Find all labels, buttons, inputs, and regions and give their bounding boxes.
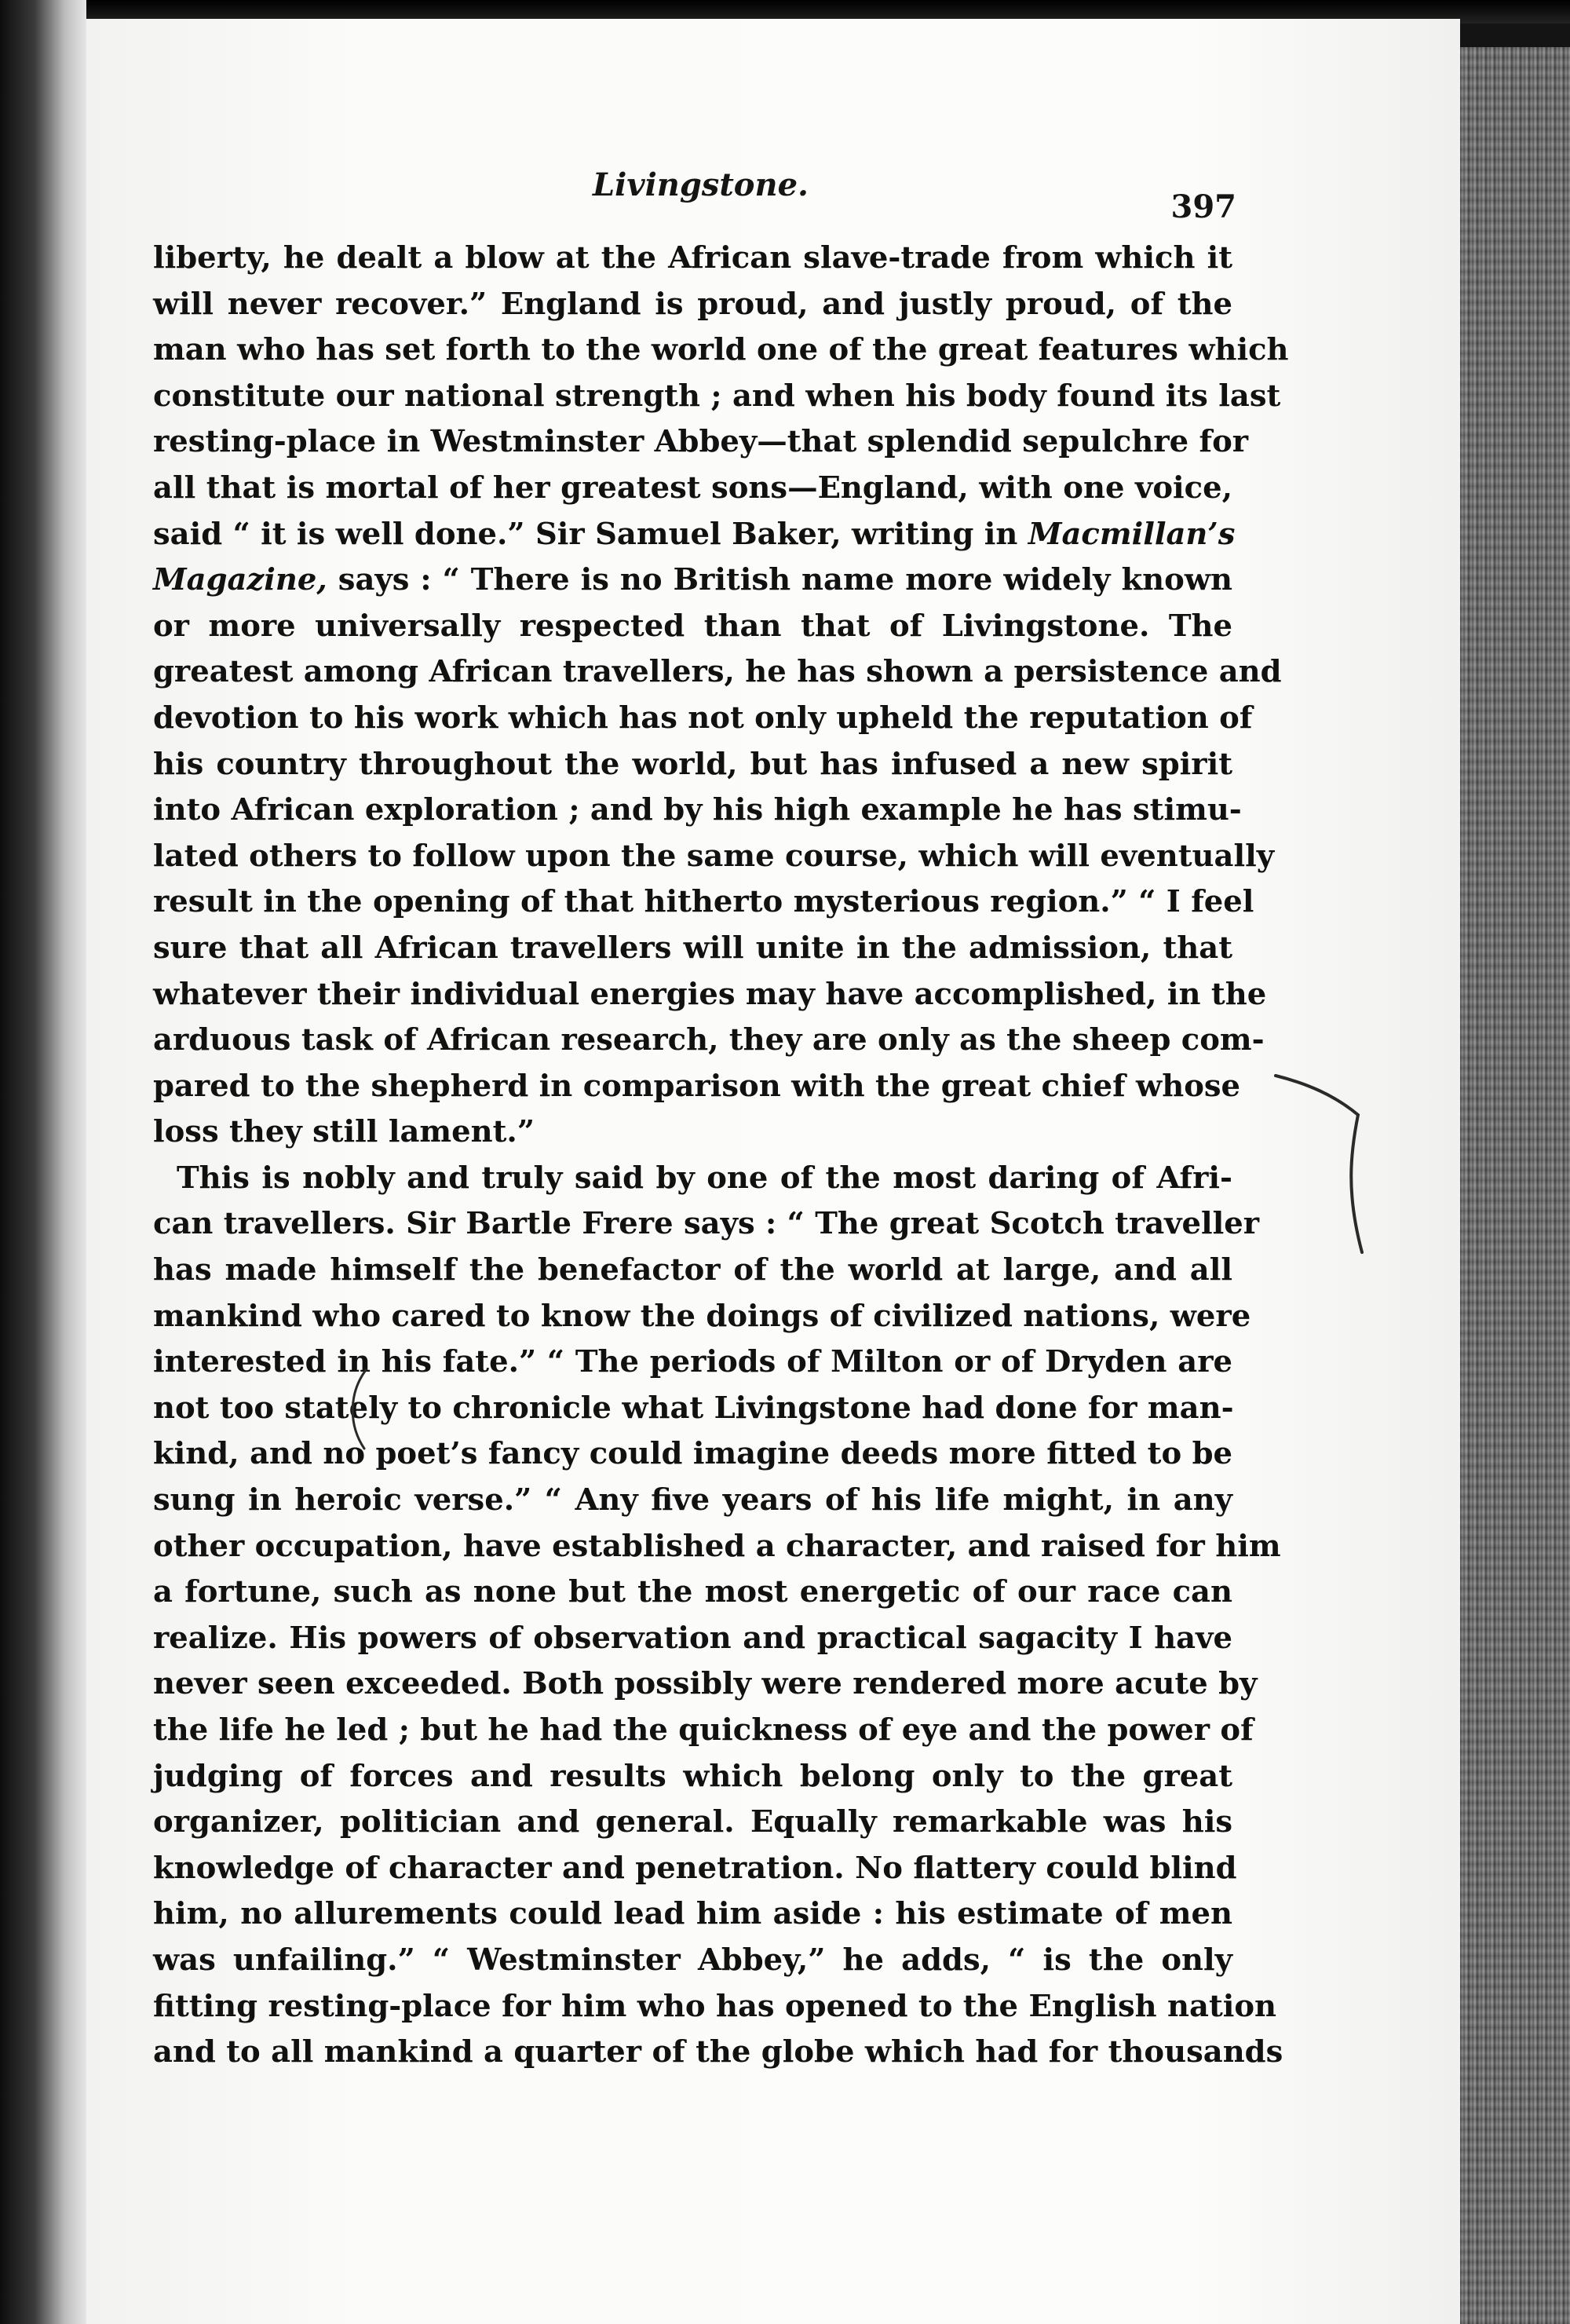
text-line: him, no allurements could lead him aside : his estimate of men [153,1896,1232,1932]
text-line: loss they still lament.” [153,1114,535,1150]
text-line: devotion to his work which has not only upheld the reputation of [153,700,1253,736]
binding-gutter [0,0,86,2324]
text-line: judging of forces and results which belong only to the great [153,1758,1232,1794]
text-line: sure that all African travellers will unite in the admission, that [153,930,1232,966]
text-line: never seen exceeded. Both possibly were rendered more acute by [153,1666,1258,1702]
text-line: result in the opening of that hitherto mysterious region.” “ I feel [153,884,1254,920]
running-title: Livingstone. [593,166,809,203]
text-line: was unfailing.” “ Westminster Abbey,” he adds, “ is the only [153,1942,1232,1978]
text-line: knowledge of character and penetration. No flattery could blind [153,1850,1237,1886]
text-line: organizer, politician and general. Equally remarkable was his [153,1804,1232,1840]
text-line: or more universally respected than that of Livingstone. The [153,608,1232,644]
text-line: the life he led ; but he had the quickness of eye and the power of [153,1712,1254,1748]
text-line: mankind who cared to know the doings of civilized nations, were [153,1298,1251,1334]
text-line: lated others to follow upon the same course, which will eventually [153,838,1275,874]
text-line: interested in his fate.” “ The periods of Milton or of Dryden are [153,1344,1232,1380]
text-fragment: says : “ There is no British name more widely known [327,562,1232,598]
text-line: resting-place in Westminster Abbey—that splendid sepulchre for [153,424,1249,460]
text-line: other occupation, have established a character, and raised for him [153,1528,1281,1564]
text-line: not too stately to chronicle what Livingstone had done for man- [153,1390,1234,1426]
text-line: has made himself the benefactor of the world at large, and all [153,1252,1232,1288]
text-line: and to all mankind a quarter of the globe which had for thousands [153,2034,1283,2070]
page-number: 397 [1170,188,1236,225]
text-line [153,512,1236,558]
text-line: kind, and no poet’s fancy could imagine deeds more fitted to be [153,1436,1232,1472]
italic-title: Magazine, [153,562,327,598]
text-line: arduous task of African research, they are only as the sheep com- [153,1022,1265,1058]
text-line [153,557,1232,604]
pencil-paren-mark [342,1366,374,1452]
text-line: realize. His powers of observation and practical sagacity I have [153,1620,1232,1656]
text-fragment: said “ it is well done.” Sir Samuel Baker, writing in [153,516,1028,552]
text-line: can travellers. Sir Bartle Frere says : “ The great Scotch traveller [153,1206,1260,1242]
text-line: fitting resting-place for him who has opened to the English nation [153,1988,1277,2024]
text-line: constitute our national strength ; and when his body found its last [153,378,1281,414]
text-line: pared to the shepherd in comparison with the great chief whose [153,1068,1241,1104]
text-line: This is nobly and truly said by one of the most daring of Afri- [177,1160,1232,1196]
page-stack-grain [1460,47,1570,2324]
pencil-bracket-mark [1272,1068,1374,1264]
text-line: his country throughout the world, but has infused a new spirit [153,746,1232,782]
page-header [153,157,1244,225]
text-line: liberty, he dealt a blow at the African slave-trade from which it [153,240,1232,276]
text-line: all that is mortal of her greatest sons—England, with one voice, [153,470,1232,506]
italic-title: Macmillan’s [1028,516,1236,552]
text-line: into African exploration ; and by his high example he has stimu- [153,792,1242,828]
body-text [153,236,1289,2076]
text-line: sung in heroic verse.” “ Any five years of his life might, in any [153,1482,1232,1518]
text-line: greatest among African travellers, he has shown a persistence and [153,654,1282,690]
text-line: will never recover.” England is proud, and justly proud, of the [153,286,1232,322]
text-line: man who has set forth to the world one of the great features which [153,332,1289,368]
text-line: whatever their individual energies may have accomplished, in the [153,976,1267,1012]
text-line: a fortune, such as none but the most energetic of our race can [153,1574,1232,1610]
